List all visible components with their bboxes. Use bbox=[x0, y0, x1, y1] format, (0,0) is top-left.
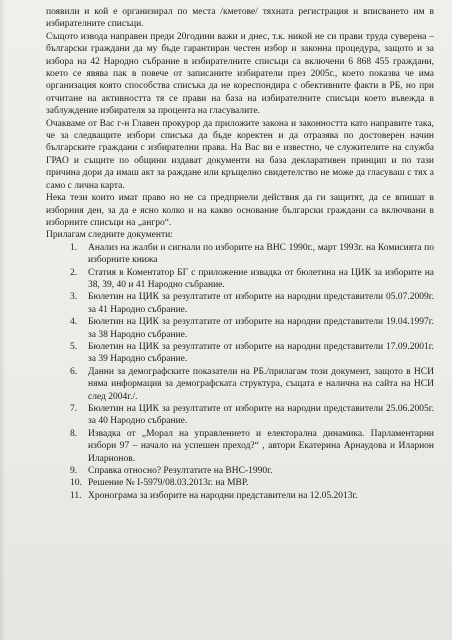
list-item-number: 8. bbox=[70, 428, 78, 439]
list-item bbox=[46, 242, 434, 267]
list-item bbox=[46, 490, 434, 502]
paragraph-registration: появили и кой е организирал по места /кметове/ тяхната регистрация и вписването им в избирателните списъци. bbox=[46, 7, 434, 30]
attachments-list bbox=[46, 242, 434, 503]
paragraph-voter-lists: Същото изводa направен преди 20години важи и днес, т.к. никой не си прави труда суверена – български граждани да му бъде гарантиран честен избор и законна процедура, защото и за избора на 42 Народно събрание в избирателните списъци са включени 6 868 455 граждани, което се явява пак в повече от записаните избиратели през 2005г., което показва че има организация която способства списъка да не кореспондира с обективните факти в РБ, но при отчитане на активността тя се прави на база на избирателните списъци което въвежда в заблуждение избирателя за процента на гласувалите. bbox=[46, 31, 434, 117]
list-item bbox=[46, 428, 434, 465]
list-item-text: Данни за демографските показатели на РБ./прилагам този документ, защото в НСИ няма информация за демографската структура, същата е налична на сайта на НСИ след 2004г./. bbox=[88, 366, 434, 402]
list-item-text: Бюлетин на ЦИК за резултатите от изборите на народни представители 25.06.2005г. за 40 Народно събрание. bbox=[88, 404, 434, 427]
list-item bbox=[46, 403, 434, 428]
list-item bbox=[46, 477, 434, 489]
list-item-text: Статия в Коментатор БГ с приложение извадка от бюлетина на ЦИК за изборите на 38, 39, 40 и 41 Народно събрание. bbox=[88, 267, 434, 290]
list-item bbox=[46, 316, 434, 341]
list-item-number: 3. bbox=[70, 292, 78, 303]
paragraph-prosecutor-request: Очакваме от Вас г-н Главен прокурор да приложите закона и законността като направите така, че за следващите избори списъка да бъде коректен и да отразява по достоверен начин българските граждани с избирателни права. На Вас ви е известно, че служителите на служба ГРАО и същите по общини издават документи на база декларативен принцип и по тази причина дори да имаш акт за раждане или кръщелно свидетелство не може да гласуваш с тях а само с лична карта. bbox=[46, 118, 434, 191]
list-item-number: 5. bbox=[70, 341, 78, 352]
list-item bbox=[46, 465, 434, 477]
list-item-text: Анализ на жалби и сигнали по изборите на ВНС 1990г., март 1993г. на Комисията по изборните книжа bbox=[88, 242, 434, 266]
list-item-text: Хронограма за изборите на народни представители на 12.05.2013г. bbox=[88, 490, 358, 501]
attachments-heading: Прилагам следните документи: bbox=[46, 230, 173, 241]
list-item bbox=[46, 291, 434, 316]
list-item-text: Бюлетин на ЦИК за резултатите от изборите на народни представители 05.07.2009г. за 41 Народно събрание. bbox=[88, 292, 434, 315]
list-item-number: 1. bbox=[70, 242, 78, 253]
list-item-number: 7. bbox=[70, 404, 78, 414]
list-item-number: 4. bbox=[70, 317, 78, 328]
list-item bbox=[46, 366, 434, 403]
list-item-text: Справка относно? Резултатите на ВНС-1990г. bbox=[88, 466, 273, 477]
list-item bbox=[46, 267, 434, 292]
list-item bbox=[46, 341, 434, 366]
list-item-number: 2. bbox=[70, 267, 78, 278]
page-edge-shadow bbox=[0, 0, 6, 640]
list-item-number: 10. bbox=[70, 478, 82, 489]
list-item-text: Решение № I-5979/08.03.2013г. на МВР. bbox=[88, 478, 249, 489]
list-item-text: Бюлетин на ЦИК за резултатите от изборите на народни представители 19.04.1997г. за 38 Народно събрание. bbox=[88, 317, 434, 340]
list-item-text: Извадка от „Морал на управлението и електорална динамика. Парламентарни избори 97 – начало на успешен преход?“ , автори Екатерина Арнаудова и Иларион Иларионов. bbox=[88, 428, 434, 464]
list-item-text: Бюлетин на ЦИК за резултатите от изборите на народни представители 17.09.2001г. за 39 Народно събрание. bbox=[88, 341, 434, 365]
paragraph-right-holders: Нека тези които имат право но не са предприели действия да ги защитят, да се впишат в изборния ден, за да е ясно колко и на какво основание български граждани са включвани в изборните списъци на „ангро“. bbox=[46, 193, 434, 228]
list-item-number: 6. bbox=[70, 366, 78, 377]
list-item-number: 11. bbox=[70, 490, 82, 501]
list-item-number: 9. bbox=[70, 466, 78, 477]
